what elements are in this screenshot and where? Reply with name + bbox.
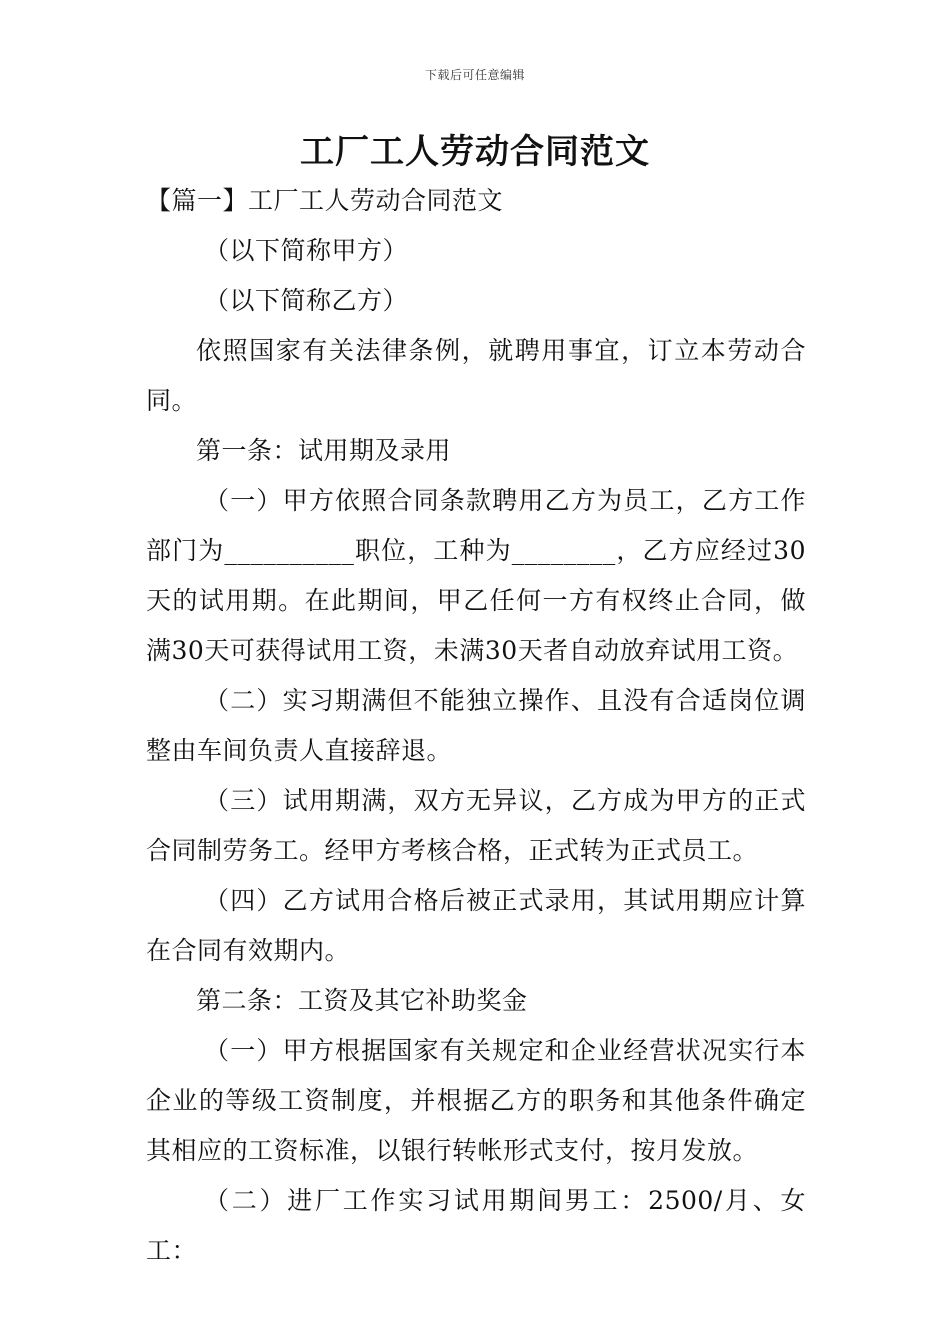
preamble-paragraph: 依照国家有关法律条例，就聘用事宜，订立本劳动合同。 — [146, 336, 806, 415]
document-body — [146, 176, 806, 1276]
article-1-heading: 第一条：试用期及录用 — [196, 436, 452, 465]
document-title: 工厂工人劳动合同范文 — [300, 132, 650, 172]
article-1-clause-1: （一）甲方依照合同条款聘用乙方为员工，乙方工作部门为__________职位，工种为________，乙方应经过30天的试用期。在此期间，甲乙任何一方有权终止合同，做满30天可获得试用工资，未满30天者自动放弃试用工资。 — [146, 486, 806, 665]
article-2-clause-2: （二）进厂工作实习试用期间男工：2500/月、女工： — [146, 1186, 806, 1265]
article-2-clause-1: （一）甲方根据国家有关规定和企业经营状况实行本企业的等级工资制度，并根据乙方的职务和其他条件确定其相应的工资标准，以银行转帐形式支付，按月发放。 — [146, 1036, 806, 1165]
article-1-clause-3: （三）试用期满，双方无异议，乙方成为甲方的正式合同制劳务工。经甲方考核合格，正式转为正式员工。 — [146, 786, 806, 865]
article-1-clause-2: （二）实习期满但不能独立操作、且没有合适岗位调整由车间负责人直接辞退。 — [146, 686, 806, 765]
header-note: 下载后可任意编辑 — [424, 68, 525, 82]
party-a-line: （以下简称甲方） — [204, 236, 409, 265]
party-b-line: （以下简称乙方） — [204, 286, 409, 315]
article-1-clause-4: （四）乙方试用合格后被正式录用，其试用期应计算在合同有效期内。 — [146, 886, 806, 965]
article-2-heading: 第二条：工资及其它补助奖金 — [196, 986, 528, 1015]
section-heading: 【篇一】工厂工人劳动合同范文 — [146, 186, 504, 215]
